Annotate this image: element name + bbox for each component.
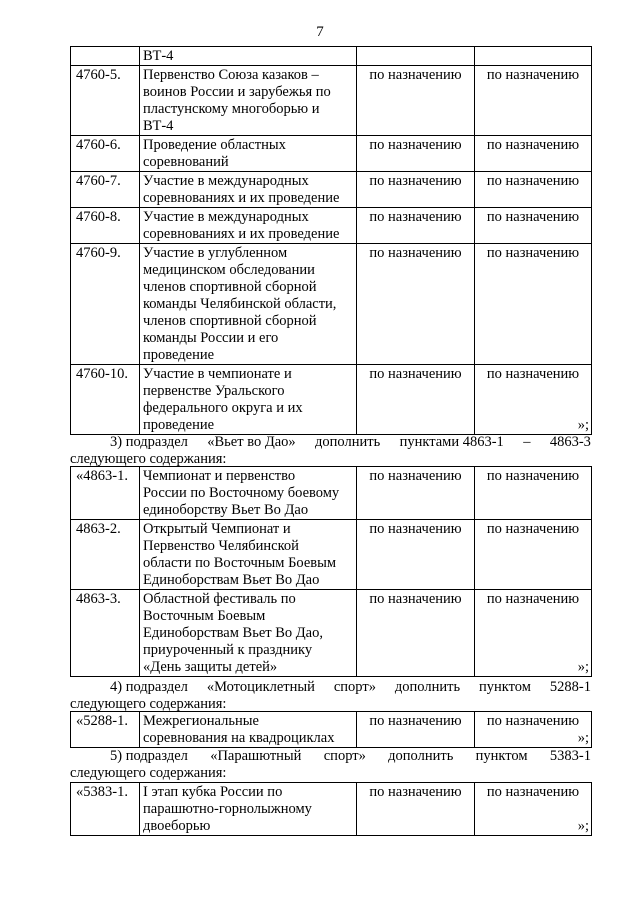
row-code: «5288-1.	[71, 712, 140, 748]
row-code: 4760-7.	[71, 172, 140, 208]
sports-table-4	[70, 782, 592, 836]
row-col-b: по назначению »;	[475, 365, 592, 435]
row-col-a: по назначению	[357, 136, 475, 172]
table-row	[71, 712, 592, 748]
table-row	[71, 590, 592, 677]
row-code: 4760-6.	[71, 136, 140, 172]
row-name: Участие в чемпионате и первенстве Уральского федерального округа и их проведение	[140, 365, 357, 435]
closing-quote: »;	[577, 818, 589, 834]
table-row	[71, 365, 592, 435]
table-row	[71, 520, 592, 590]
row-code: 4760-5.	[71, 66, 140, 136]
row-col-a: по назначению	[357, 66, 475, 136]
table-row	[71, 208, 592, 244]
table-row	[71, 47, 592, 66]
row-col-b: по назначению	[475, 467, 592, 520]
row-code: 4760-9.	[71, 244, 140, 365]
row-col-a: по назначению	[357, 208, 475, 244]
row-code: «4863-1.	[71, 467, 140, 520]
row-col-a: по назначению	[357, 783, 475, 836]
row-name: Проведение областных соревнований	[140, 136, 357, 172]
closing-quote: »;	[577, 417, 589, 433]
row-col-b: по назначению	[475, 136, 592, 172]
row-name: Участие в углубленном медицинском обследовании членов спортивной сборной команды Челябинской области, членов спортивной сборной команды России и его проведение	[140, 244, 357, 365]
row-code	[71, 47, 140, 66]
table-row	[71, 136, 592, 172]
row-code: 4863-3.	[71, 590, 140, 677]
row-name: Участие в международных соревнованиях и их проведение	[140, 172, 357, 208]
paragraph-3: 3) подраздел «Вьет во Дао» дополнить пунктами 4863-1 – 4863-3 следующего содержания:	[70, 434, 591, 467]
row-col-b: по назначению	[475, 520, 592, 590]
paragraph-4: 4) подраздел «Мотоциклетный спорт» дополнить пунктом 5288-1 следующего содержания:	[70, 679, 591, 712]
paragraph-5: 5) подраздел «Парашютный спорт» дополнить пунктом 5383-1 следующего содержания:	[70, 748, 591, 781]
row-col-b	[475, 47, 592, 66]
row-col-a: по назначению	[357, 244, 475, 365]
row-col-a	[357, 47, 475, 66]
row-col-a: по назначению	[357, 467, 475, 520]
row-name: Первенство Союза казаков – воинов России и зарубежья по пластунскому многоборью и ВТ-4	[140, 66, 357, 136]
row-col-b: по назначению »;	[475, 590, 592, 677]
row-col-b: по назначению »;	[475, 712, 592, 748]
row-name: I этап кубка России по парашютно-горнолыжному двоеборью	[140, 783, 357, 836]
sports-table-3	[70, 711, 592, 748]
row-name: Областной фестиваль по Восточным Боевым Единоборствам Вьет Во Дао, приуроченный к празднику «День защиты детей»	[140, 590, 357, 677]
closing-quote: »;	[577, 659, 589, 675]
table-row	[71, 467, 592, 520]
table-row	[71, 244, 592, 365]
row-col-b: по назначению	[475, 172, 592, 208]
row-col-a: по назначению	[357, 365, 475, 435]
row-name: Открытый Чемпионат и Первенство Челябинской области по Восточным Боевым Единоборствам Вьет Во Дао	[140, 520, 357, 590]
row-col-b: по назначению	[475, 208, 592, 244]
row-name: Участие в международных соревнованиях и их проведение	[140, 208, 357, 244]
row-code: 4760-8.	[71, 208, 140, 244]
table-row	[71, 783, 592, 836]
sports-table-2	[70, 466, 592, 677]
row-code: 4760-10.	[71, 365, 140, 435]
row-code: «5383-1.	[71, 783, 140, 836]
row-col-a: по назначению	[357, 590, 475, 677]
sports-table-1	[70, 46, 592, 435]
row-col-a: по назначению	[357, 520, 475, 590]
table-row	[71, 172, 592, 208]
row-name: ВТ-4	[140, 47, 357, 66]
row-name: Межрегиональные соревнования на квадроциклах	[140, 712, 357, 748]
row-col-b: по назначению	[475, 244, 592, 365]
table-row	[71, 66, 592, 136]
row-col-b: по назначению »;	[475, 783, 592, 836]
row-code: 4863-2.	[71, 520, 140, 590]
row-name: Чемпионат и первенство России по Восточному боевому единоборству Вьет Во Дао	[140, 467, 357, 520]
page-number: 7	[316, 24, 324, 40]
row-col-a: по назначению	[357, 172, 475, 208]
row-col-b: по назначению	[475, 66, 592, 136]
row-col-a: по назначению	[357, 712, 475, 748]
closing-quote: »;	[577, 730, 589, 746]
